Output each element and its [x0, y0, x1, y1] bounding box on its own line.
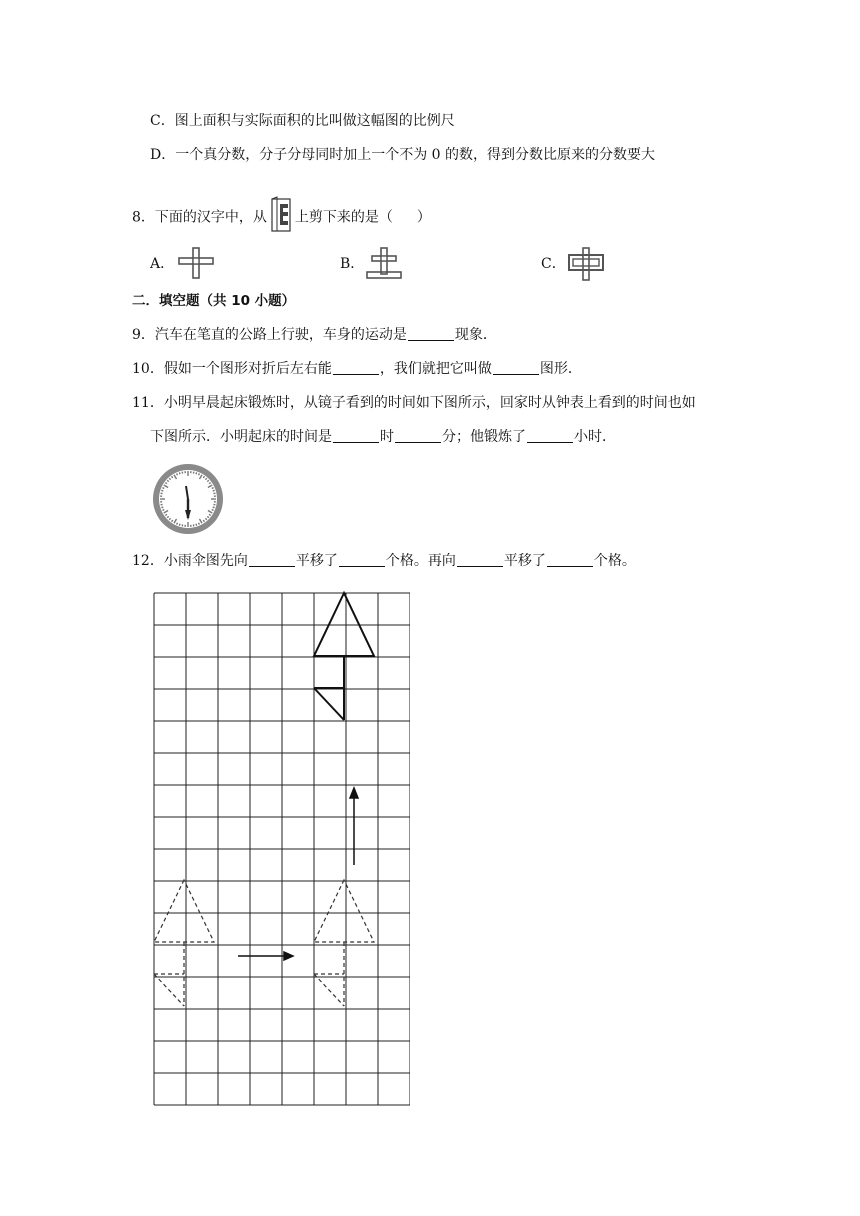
q11-line2-c: 分；他锻炼了 [442, 429, 526, 445]
clock-tick [179, 524, 180, 526]
q11-line2 [150, 428, 616, 446]
clock-tick [213, 490, 215, 491]
clock-tick [167, 480, 168, 481]
char-earth-icon [364, 246, 404, 284]
q10-text-mid: ，我们就把它叫做 [379, 361, 492, 377]
q8-stem-before: 8．下面的汉字中，从 [132, 209, 267, 226]
q9-text-before: 9．汽车在笔直的公路上行驶，车身的运动是 [132, 327, 407, 343]
clock-tick [207, 516, 208, 517]
q11-line2-a: 下图所示．小明起床的时间是 [150, 429, 332, 445]
q11-line2-d: 小时． [574, 429, 616, 445]
q8-option-b [340, 255, 364, 273]
q12-blank-dir-1[interactable] [249, 552, 295, 567]
clock-tick [162, 488, 164, 489]
umbrella-start [154, 880, 214, 1006]
q8-option-a-label: A． [150, 256, 175, 272]
q9 [132, 326, 497, 344]
char-middle-icon [566, 246, 606, 286]
clock-tick [203, 520, 204, 522]
clock-tick [177, 473, 178, 475]
umbrella-grid-figure [150, 590, 410, 1112]
q8-stem [132, 196, 431, 239]
clock-tick [205, 478, 206, 479]
clock-tick [179, 472, 180, 474]
clock-tick [209, 514, 211, 515]
q12-text-d: 平移了 [503, 553, 546, 569]
clock-tick [203, 476, 204, 478]
q11-blank-minute[interactable] [395, 428, 441, 443]
q7-option-d: D．一个真分数，分子分母同时加上一个不为 0 的数，得到分数比原来的分数要大 [150, 147, 656, 163]
q8-stem-close: ） [416, 209, 431, 226]
q12-blank-count-2[interactable] [547, 552, 593, 567]
q10-text-before: 10．假如一个图形对折后左右能 [132, 361, 332, 377]
q12-text-b: 平移了 [295, 553, 338, 569]
q10-text-after: 图形． [539, 361, 582, 377]
folded-paper-icon [269, 196, 293, 239]
q7-option-c: C．图上面积与实际面积的比叫做这幅图的比例尺 [150, 113, 455, 129]
arrow-up [350, 788, 358, 865]
clock-tick [212, 510, 214, 511]
clock-tick [199, 523, 200, 525]
q10-blank-1[interactable] [333, 360, 379, 375]
q10-blank-2[interactable] [493, 360, 539, 375]
umbrella-final [314, 593, 374, 720]
clock-tick [205, 518, 206, 519]
clock-tick [213, 507, 215, 508]
clock-tick [172, 520, 173, 522]
q8-option-b-label: B． [340, 256, 365, 272]
clock-tick [165, 483, 167, 484]
q12-text-c: 个格。再向 [385, 553, 456, 569]
q12 [132, 552, 636, 570]
umbrella-middle [314, 880, 374, 1006]
q9-text-after: 现象． [454, 327, 497, 343]
clock-tick [196, 472, 197, 474]
clock-tick [169, 518, 170, 519]
q9-blank[interactable] [408, 326, 454, 341]
clock-tick [196, 524, 197, 526]
q8-option-c [541, 255, 566, 273]
clock-tick [165, 514, 167, 515]
q8-option-a [150, 255, 174, 273]
q8-option-c-label: C． [541, 256, 566, 272]
q11-blank-duration[interactable] [527, 428, 573, 443]
clock-tick [161, 490, 163, 491]
q12-text-a: 12．小雨伞图先向 [132, 553, 248, 569]
q12-blank-dir-2[interactable] [457, 552, 503, 567]
q11-line2-b: 时 [380, 429, 394, 445]
clock-tick [167, 516, 168, 517]
clock-tick [161, 507, 163, 508]
clock-tick [199, 473, 200, 475]
clock-tick [172, 476, 173, 478]
clock-tick [212, 488, 214, 489]
q12-text-e: 个格。 [593, 553, 636, 569]
clock-tick [162, 510, 164, 511]
q10 [132, 360, 582, 378]
arrow-right [238, 952, 293, 960]
clock-tick [177, 523, 178, 525]
q11-blank-hour[interactable] [333, 428, 379, 443]
q8-stem-after: 上剪下来的是（ [294, 209, 393, 226]
clock-tick [207, 480, 208, 481]
grid-lines [154, 593, 410, 1105]
section-title: 二．填空题（共 10 小题） [132, 293, 296, 309]
clock-icon [150, 462, 226, 540]
clock-tick [209, 483, 211, 484]
clock-tick [169, 478, 170, 479]
char-ten-icon [176, 246, 216, 284]
q11-line1: 11．小明早晨起床锻炼时，从镜子看到的时间如下图所示，回家时从钟表上看到的时间也如 [132, 395, 696, 411]
q12-blank-count-1[interactable] [339, 552, 385, 567]
